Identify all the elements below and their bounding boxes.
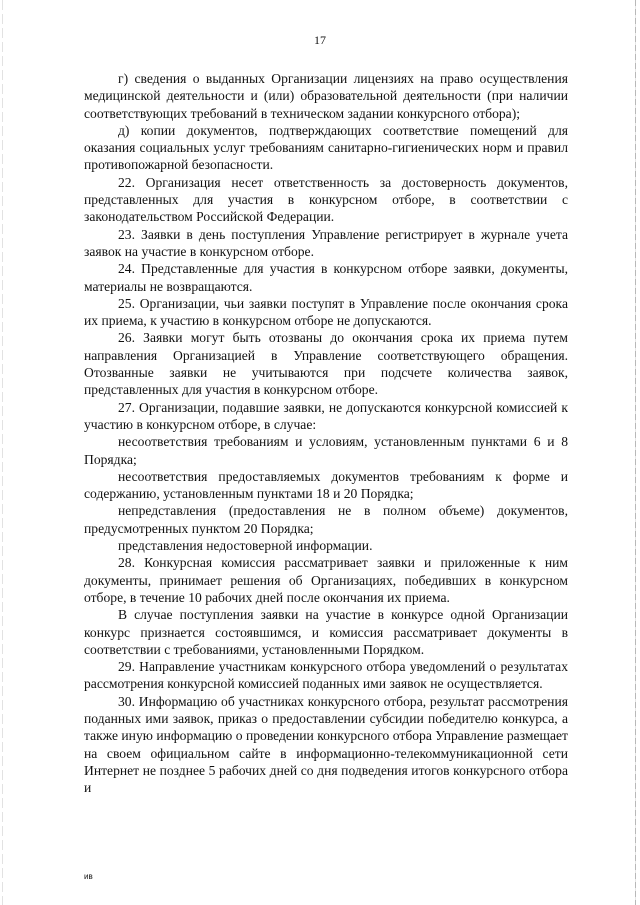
paragraph-30: 30. Информацию об участниках конкурсного отбора, результат рассмотрения поданных ими заявок, приказ о предоставлении субсидии победителю конкурса, а также иную информацию о проведении конкурсного отбора Управление размещает на своем официальном сайте в информационно-телекоммуникационной сети Интернет не позднее 5 рабочих дней со дня подведения итогов конкурсного отбора и — [84, 693, 568, 796]
paragraph-27-item-3: непредставления (предоставления не в полном объеме) документов, предусмотренных пунктом 20 Порядка; — [84, 503, 568, 536]
paragraph-24: 24. Представленные для участия в конкурсном отборе заявки, документы, материалы не возвращаются. — [84, 261, 568, 294]
paragraph-26: 26. Заявки могут быть отозваны до окончания срока их приема путем направления Организацией в Управление соответствующего обращения. Отозванные заявки не учитываются при подсчете количества заявок, представленных для участия в конкурсном отборе. — [84, 330, 568, 398]
paragraph-29: 29. Направление участникам конкурсного отбора уведомлений о результатах рассмотрения конкурсной комиссией поданных ими заявок не осуществляется. — [84, 659, 568, 692]
paragraph-27-item-4: представления недостоверной информации. — [118, 538, 373, 554]
paragraph-27-item-1: несоответствия требованиям и условиям, установленным пунктами 6 и 8 Порядка; — [84, 434, 568, 467]
paragraph-d-premises: д) копии документов, подтверждающих соответствие помещений для оказания социальных услуг требованиям санитарно-гигиенических норм и правил противопожарной безопасности. — [84, 122, 568, 173]
paragraph-28: 28. Конкурсная комиссия рассматривает заявки и приложенные к ним документы, принимает решения об Организациях, победивших в конкурсном отборе, в течение 10 рабочих дней после окончания их приема. — [84, 555, 568, 605]
paragraph-25: 25. Организации, чьи заявки поступят в Управление после окончания срока их приема, к участию в конкурсном отборе не допускаются. — [84, 295, 568, 329]
page-number: 17 — [314, 33, 326, 47]
paragraph-28-single-bid: В случае поступления заявки на участие в конкурсе одной Организации конкурс признается состоявшимся, и комиссия рассматривает документы в соответствии с требованиями, установленными Порядком. — [84, 607, 568, 657]
paragraph-27-item-2: несоответствия предоставляемых документов требованиям к форме и содержанию, установленным пунктами 18 и 20 Порядка; — [84, 468, 568, 502]
paragraph-g-licenses: г) сведения о выданных Организации лицензиях на право осуществления медицинской деятельности и (или) образовательной деятельности (при наличии соответствующих требований в техническом задании конкурсного отбора); — [84, 71, 568, 121]
document-body — [84, 70, 568, 796]
scan-edge-left — [2, 0, 3, 905]
footer-mark: ив — [84, 872, 93, 881]
paragraph-22: 22. Организация несет ответственность за достоверность документов, представленных для участия в конкурсном отборе, в соответствии с законодательством Российской Федерации. — [84, 174, 568, 225]
scan-edge-right — [635, 0, 636, 905]
paragraph-23: 23. Заявки в день поступления Управление регистрирует в журнале учета заявок на участие в конкурсном отборе. — [84, 226, 568, 259]
paragraph-27: 27. Организации, подавшие заявки, не допускаются конкурсной комиссией к участию в конкурсном отборе, в случае: — [84, 399, 568, 432]
